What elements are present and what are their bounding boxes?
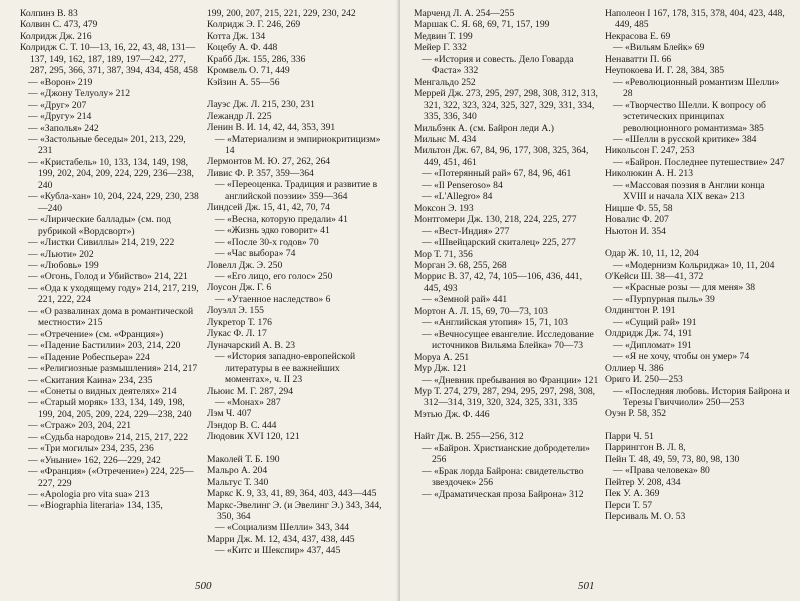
index-entry: — «Земной рай» 441 [422,294,508,306]
index-entry: — «История и совесть. Дело Говарда Фаста» 332 [422,53,574,77]
index-entry: Одар Ж. 10, 11, 12, 204 [605,248,699,260]
index-entry: Меррей Дж. 273, 295, 297, 298, 308, 312, 313, 321, 322, 323, 324, 325, 327, 329, 331, 334, 335, 336, 340 [414,88,598,123]
index-entry: О'Кейси Ш. 38—41, 372 [605,270,704,282]
index-entry: — «Три могилы» 234, 235, 236 [28,443,154,455]
index-entry: — «Il Penseroso» 84 [422,179,503,191]
index-entry: Маколей Т. Б. 190 [207,453,280,465]
index-entry: — «Красные розы — для меня» 38 [613,282,756,294]
index-entry: Марри Дж. М. 12, 434, 437, 438, 445 [207,533,355,545]
index-entry: Никольсон Г. 247, 253 [605,145,695,157]
index-entry: Моррис В. 37, 42, 74, 105—106, 436, 441, 445, 493 [414,271,582,294]
index-entry: — «Другу» 214 [28,111,92,123]
index-entry: — «Революционный романтизм Шелли» 28 [613,76,780,100]
index-entry: Моруа А. 251 [414,351,470,363]
index-entry: — «Сущий рай» 191 [613,316,697,328]
index-entry: Мальро А. 204 [207,465,268,477]
index-entry: — «Друг» 207 [28,99,87,111]
index-entry: Марченд Л. А. 254—255 [414,8,515,19]
index-entry: — «Франция» («Отречение») 224, 225—227, 229 [28,466,194,489]
index-entry: — «Падение Бастилии» 203, 214, 220 [28,340,181,352]
index-entry: Колридж Э. Г. 246, 269 [207,19,301,31]
index-entry: Лукретор Т. 176 [207,316,272,328]
index-entry: Ленин В. И. 14, 42, 44, 353, 391 [207,122,336,134]
index-entry: — «Страж» 203, 204, 221 [28,420,132,432]
index-entry: Мильтон Дж. 67, 84, 96, 177, 308, 325, 364, 449, 451, 461 [414,145,589,168]
index-entry: Ньютон И. 354 [605,225,666,237]
index-entry: Колридж Дж. 216 [20,30,92,42]
index-entry: — «Массовая поэзия в Англии конца XVIII и начала XIX века» 213 [613,179,765,203]
index-entry: — «Кристабель» 10, 133, 134, 149, 198, 199, 202, 204, 209, 224, 229, 236—238, 240 [28,156,194,191]
index-entry: — «Последняя любовь. История Байрона и Терезы Гвиччиоли» 250—253 [613,385,790,408]
index-entry: Мильнс М. 434 [414,133,477,145]
index-entry: — «Материализм и эмпириокритицизм» 14 [215,133,381,156]
index-entry: — «Швейцарский скиталец» 225, 277 [422,237,576,249]
index-entry: — «Модернизм Кольриджа» 10, 11, 204 [613,259,775,271]
index-entry: Лукас Ф. Л. 17 [207,328,267,340]
index-entry: — «Весна, которую предали» 41 [215,213,348,225]
index-entry: Ориго И. 250—253 [605,374,683,386]
right-page-columns [414,8,796,578]
index-entry: — «Ода к уходящему году» 214, 217, 219, 221, 222, 224 [28,282,199,306]
index-entry: — «О развалинах дома в романтической местности» 215 [28,305,194,329]
index-entry: — «Листки Сивиллы» 214, 219, 222 [28,237,175,249]
index-entry: — «Китс и Шекспир» 437, 445 [215,545,341,557]
index-entry: Перси Т. 57 [605,499,653,511]
index-entry: — «Монах» 287 [215,396,281,408]
index-entry: — «Лирические баллады» (см. под рубрикой «Вордсворт») [28,214,171,237]
index-entry: Кромвель О. 71, 449 [207,65,290,77]
index-entry: Колридж С. Т. 10—13, 16, 22, 43, 48, 131—137, 149, 162, 187, 189, 197—242, 277, 287, 295, 366, 371, 387, 394, 434, 458, 458 [20,42,198,77]
page-number-right: 501 [578,580,595,592]
index-entry: Маркс К. 9, 33, 41, 89, 364, 403, 443—445 [207,488,377,500]
index-entry: Николюкин А. Н. 213 [605,168,694,180]
index-entry: — «Потерянный рай» 67, 84, 96, 461 [422,168,572,180]
left-page-columns [20,8,394,578]
page-number-left: 500 [195,580,212,592]
index-entry: Пек У. А. 369 [605,488,660,500]
index-entry: — «Джону Телуолу» 212 [28,88,131,100]
index-entry: — «Жизнь эдко говорит» 41 [215,225,330,237]
index-entry: Крабб Дж. 155, 286, 336 [207,53,306,65]
index-entry: — «Переоценка. Традиция и развитие в английской поэзии» 359—364 [215,179,378,202]
index-entry: — «Уныние» 162, 226—229, 242 [28,454,161,466]
index-entry: — «Религиозные размышления» 214, 217 [28,363,198,375]
index-entry: Персиваль М. О. 53 [605,511,686,523]
index-entry: Мэтью Дж. Ф. 446 [414,408,490,420]
left-page-column-1 [20,8,207,578]
index-entry: Морган Э. 68, 255, 268 [414,259,507,271]
index-entry: — «Отречение» (см. «Франция») [28,328,164,340]
index-entry: — «После 30-х годов» 70 [215,236,319,248]
right-page-column-2 [605,8,796,578]
index-entry: Мор Т. 71, 356 [414,248,473,260]
index-entry: Парри Ч. 51 [605,430,654,442]
index-entry: Оллиер Ч. 386 [605,362,664,374]
index-entry: Ливис Ф. Р. 357, 359—364 [207,167,314,179]
index-entry: Лежандр Л. 225 [207,110,272,122]
index-entry: — «Дневник пребывания во Франции» 121 [422,374,599,386]
index-entry: Кэйзин А. 55—56 [207,76,280,88]
index-entry: Колпинз В. 83 [20,8,78,19]
index-entry: — «L'Allegro» 84 [422,191,493,203]
index-entry: Лермонтов М. Ю. 27, 262, 264 [207,156,331,168]
index-entry: Олдридж Дж. 74, 191 [605,328,693,340]
index-entry: Ненаватти П. 66 [605,53,672,65]
index-entry: Лэм Ч. 407 [207,408,252,420]
index-entry: — «Судьба народов» 214, 215, 217, 222 [28,431,189,443]
index-entry: Менгальдо 252 [414,76,476,88]
index-entry: Мальтус Т. 340 [207,476,269,488]
index-entry: — «Брак лорда Байрона: свидетельство звездочек» 256 [422,465,584,489]
index-entry: Мур Т. 274, 279, 287, 294, 295, 297, 298, 308, 312—314, 319, 320, 324, 325, 331, 335 [414,385,596,409]
index-entry: Лоуэлл Э. 155 [207,305,264,317]
index-entry: — «Огонь, Голод и Убийство» 214, 221 [28,271,188,283]
index-entry: Лоусон Дж. Г. 6 [207,282,272,294]
index-entry: — «Его лицо, его голос» 250 [215,270,333,282]
index-entry: — «Драматическая проза Байрона» 312 [422,488,584,500]
index-entry: — «Пурпурная пыль» 39 [613,293,715,305]
right-page-column-1 [414,8,605,578]
index-entry: Олдингтон Р. 191 [605,305,676,317]
index-entry: — «Творчество Шелли. К вопросу об эстетических принципах революционного романтизма» 385 [613,99,766,134]
index-entry: — «Заполья» 242 [28,122,99,134]
index-entry: Пейтер У. 208, 434 [605,476,681,488]
index-entry: — «Скитания Каина» 234, 235 [28,374,153,386]
index-entry: Оуэн Р. 58, 352 [605,408,667,420]
index-entry: Коцебу А. Ф. 448 [207,42,278,54]
index-entry: Пейн Т. 48, 49, 59, 73, 80, 98, 130 [605,453,740,465]
index-entry: — «Кубла-хан» 10, 204, 224, 229, 230, 238—240 [28,191,199,214]
right-page [400,0,800,601]
index-entry: — «Вест-Индия» 277 [422,225,510,237]
index-entry: Колвин С. 473, 479 [20,19,98,31]
index-entry: Мортон А. Л. 15, 69, 70—73, 103 [414,305,548,317]
left-page-column-2 [207,8,394,578]
index-entry: Мильбэнк А. (см. Байрон леди А.) [414,122,554,134]
index-entry: Лэндор В. С. 444 [207,419,277,431]
index-entry: — «Байрон. Христианские добродетели» 256 [422,442,590,466]
index-entry: — «Apologia pro vita sua» 213 [28,489,150,501]
index-entry: Наполеон I 167, 178, 315, 378, 404, 423, 448, 449, 485 [605,8,785,31]
index-entry: Лауэс Дж. Л. 215, 230, 231 [207,99,315,111]
index-entry: — «Вильям Блейк» 69 [613,42,705,54]
index-entry: Ницше Ф. 55, 58 [605,202,673,214]
index-entry: — «Вечносущее евангелие. Исследование источников Вильяма Блейка» 70—73 [422,328,594,352]
index-entry: Мур Дж. 121 [414,363,467,375]
index-entry: — «Час выбора» 74 [215,248,296,260]
index-entry: — «История западно-европейской литературы в ее важнейших моментах», ч. II 23 [215,351,356,386]
index-entry: Моксон Э. 193 [414,202,474,214]
index-entry: Льюис М. Г. 287, 294 [207,385,294,397]
index-entry: — «Английская утопия» 15, 71, 103 [422,317,568,329]
index-entry: Котта Дж. 134 [207,30,266,42]
index-entry: — «Падение Робеспьера» 224 [28,351,150,363]
index-entry: Парринггон В. Л. 8, [605,442,686,454]
index-entry: — «Дипломат» 191 [613,339,692,351]
index-entry: Ловелл Дж. Э. 250 [207,259,283,271]
index-entry: Новалис Ф. 207 [605,214,669,226]
index-entry: Людовик XVI 120, 121 [207,431,300,443]
index-entry: — «Социализм Шелли» 343, 344 [215,522,350,534]
index-entry: Луначарский А. В. 23 [207,339,296,351]
index-entry: — «Старый моряк» 133, 134, 149, 198, 199, 204, 205, 209, 224, 229—238, 240 [28,397,192,420]
index-entry: — «Ворон» 219 [28,76,93,88]
index-entry: Некрасова Е. 69 [605,30,671,42]
index-entry: — «Сонеты о видных деятелях» 214 [28,385,177,397]
index-entry: — «Biographia literaria» 134, 135, [28,500,163,512]
index-entry: — «Застольные беседы» 201, 213, 229, 231 [28,133,186,157]
index-entry: — «Я не хочу, чтобы он умер» 74 [613,351,750,363]
index-entry: Мейер Г. 332 [414,42,467,54]
index-entry: 199, 200, 207, 215, 221, 229, 230, 242 [207,8,356,19]
index-entry: Монтгомери Дж. 130, 218, 224, 225, 277 [414,214,577,226]
index-entry: — «Утаенное наследство» 6 [215,293,331,305]
index-entry: — «Любовь» 199 [28,259,99,271]
index-entry: — «Льюти» 202 [28,248,94,260]
index-entry: Неупокоева И. Г. 28, 384, 385 [605,65,725,77]
index-entry: — «Права человека» 80 [613,465,710,477]
index-entry: Найт Дж. В. 255—256, 312 [414,431,524,443]
index-entry: Медвин Т. 199 [414,30,473,42]
index-entry: Маршак С. Я. 68, 69, 71, 157, 199 [414,19,550,31]
index-entry: Маркс-Эвелинг Э. (и Эвелинг Э.) 343, 344, 350, 364 [207,499,382,523]
index-entry: — «Байрон. Последнее путешествие» 247 [613,156,785,168]
index-entry: Линдсей Дж. 15, 41, 42, 70, 74 [207,202,330,214]
index-entry: — «Шелли в русской критике» 384 [613,133,757,145]
